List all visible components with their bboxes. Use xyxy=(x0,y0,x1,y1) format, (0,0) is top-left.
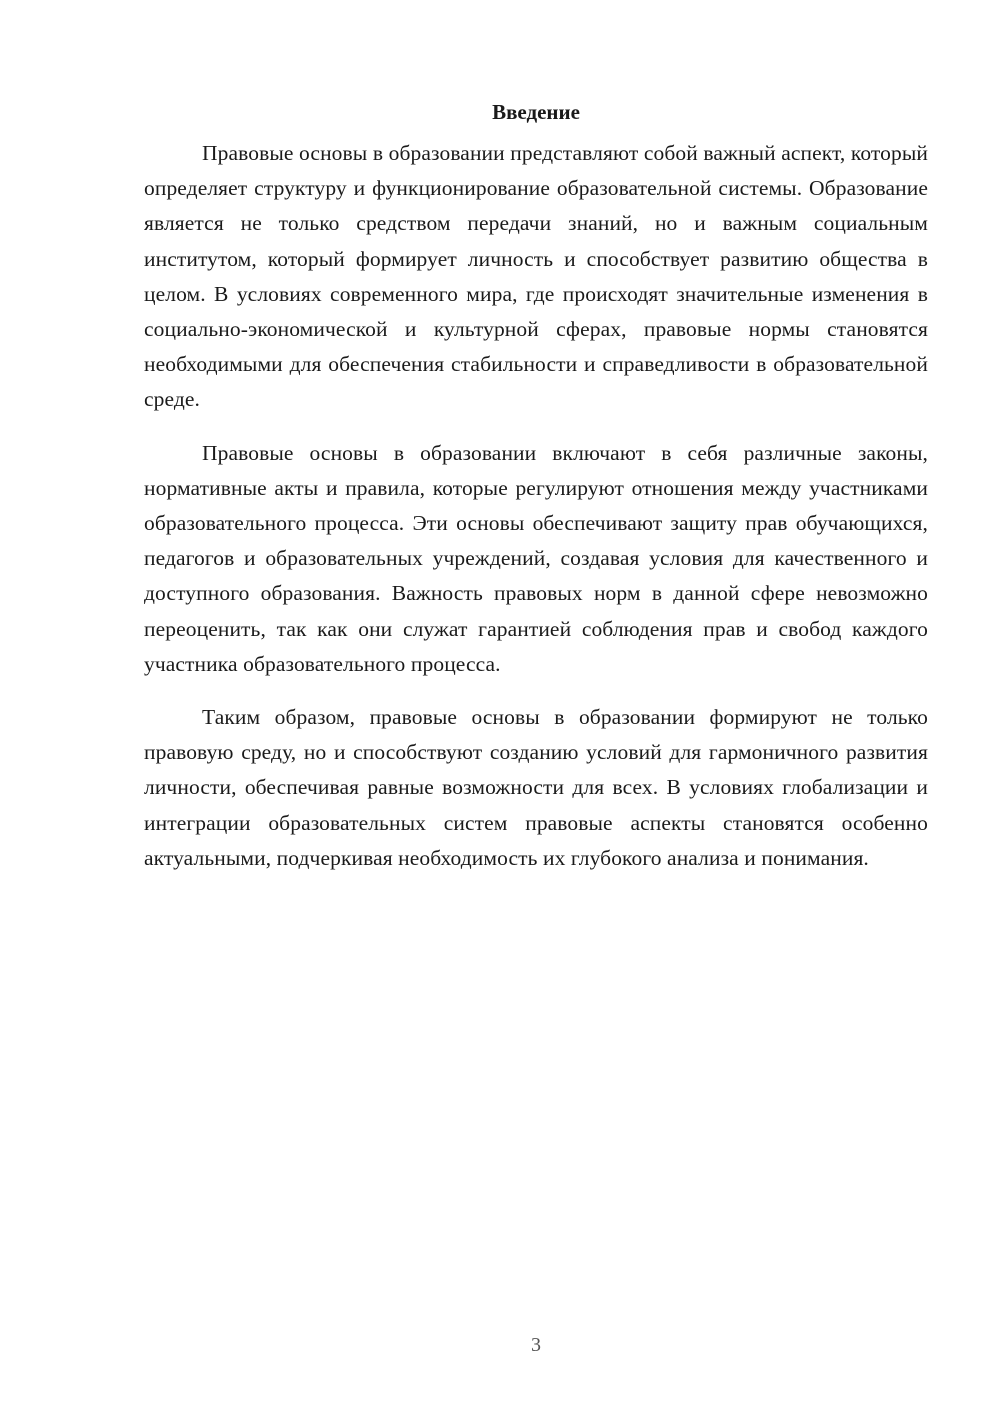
paragraph-3: Таким образом, правовые основы в образовании формируют не только правовую среду, но и способствуют созданию условий для гармоничного развития личности, обеспечивая равные возможности для всех. В условиях глобализации и интеграции образовательных систем правовые аспекты становятся особенно актуальными, подчеркивая необходимость их глубокого анализа и понимания. xyxy=(144,705,928,870)
paragraph-1: Правовые основы в образовании представляют собой важный аспект, который определяет структуру и функционирование образовательной системы. Образование является не только средством передачи знаний, но и важным социальным институтом, который формирует личность и способствует развитию общества в целом. В условиях современного мира, где происходят значительные изменения в социально-экономической и культурной сферах, правовые нормы становятся необходимыми для обеспечения стабильности и справедливости в образовательной среде. xyxy=(144,141,928,412)
section-title: Введение xyxy=(492,100,580,124)
page-number: 3 xyxy=(531,1334,541,1356)
page-content xyxy=(144,98,928,894)
paragraph-2: Правовые основы в образовании включают в себя различные законы, нормативные акты и правила, которые регулируют отношения между участниками образовательного процесса. Эти основы обеспечивают защиту прав обучающихся, педагогов и образовательных учреждений, создавая условия для качественного и доступного образования. Важность правовых норм в данной сфере невозможно переоценить, так как они служат гарантией соблюдения прав и свобод каждого участника образовательного процесса. xyxy=(144,440,928,676)
